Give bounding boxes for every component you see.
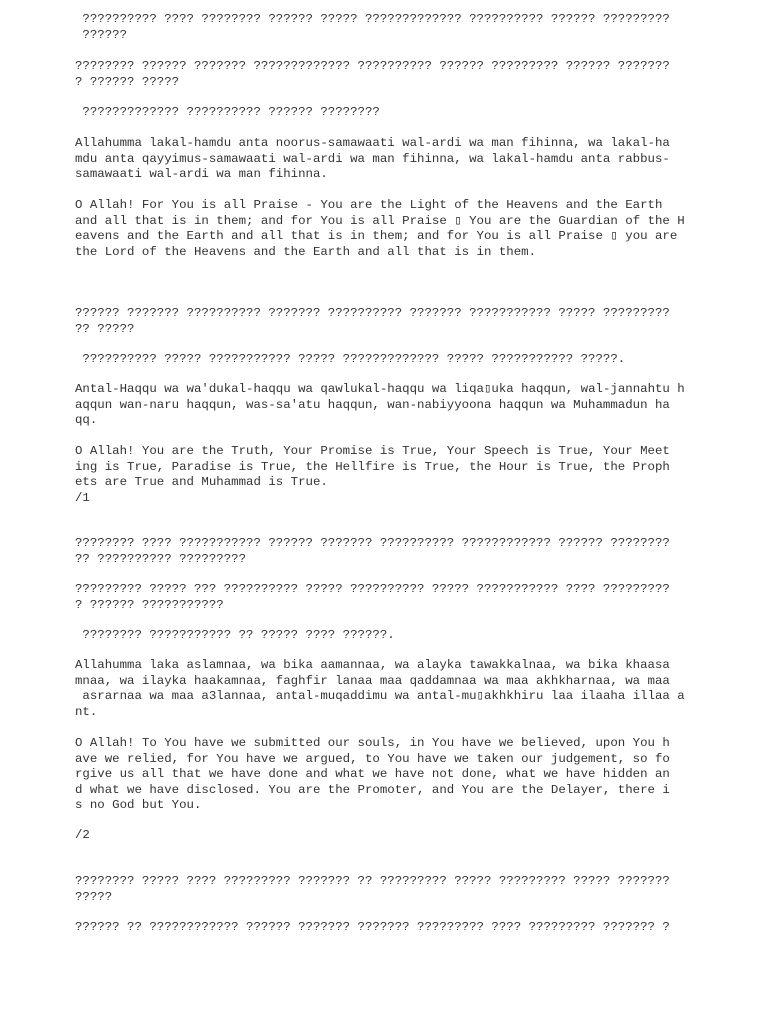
arabic-text-2: ????????????? ?????????? ?????? ????????: [75, 105, 380, 119]
transliteration-2: Antal-Haqqu wa wa'dukal-haqqu wa qawlukal-haqqu wa liqa▯uka haqqun, wal-jannahtu h aqqun wan-naru haqqun, was-sa'atu haqqun, wan-nabiyyoona haqqun wa Muhammadun ha qq.: [75, 382, 685, 428]
translation-2: O Allah! You are the Truth, Your Promise is True, Your Speech is True, Your Meet ing is True, Paradise is True, the Hellfire is True, the Hour is True, the Proph ets are True and Muhammad is True. /1: [75, 444, 670, 505]
translation-1: O Allah! For You is all Praise - You are the Light of the Heavens and the Earth and all that is in them; and for You is all Praise ▯ You are the Guardian of the H eavens and the Earth and all that is in them; and for You is all Praise ▯ you are the Lord of the Heavens and the Earth and all that is in them.: [75, 198, 685, 259]
section-number: /2: [75, 828, 90, 842]
arabic-text-5: ???????? ??????????? ?? ????? ???? ??????.: [75, 628, 395, 642]
arabic-text-3: ?????????? ????? ??????????? ????? ????????????? ????? ??????????? ?????.: [75, 352, 626, 366]
arabic-heading-2: ?????? ??????? ?????????? ??????? ?????????? ??????? ??????????? ????? ????????? ?? ?????: [75, 306, 670, 336]
transliteration-1: Allahumma lakal-hamdu anta noorus-samawaati wal-ardi wa man fihinna, wa lakal-ha mdu anta qayyimus-samawaati wal-ardi wa man fihinna, wa lakal-hamdu anta rabbus- samawaati wal-ardi wa man fihinna.: [75, 136, 670, 182]
arabic-heading-4: ???????? ????? ???? ????????? ??????? ?? ????????? ????? ????????? ????? ??????? ?????: [75, 874, 670, 904]
arabic-text-4: ????????? ????? ??? ?????????? ????? ?????????? ????? ??????????? ???? ????????? ? ?????? ???????????: [75, 582, 670, 612]
arabic-text-6: ?????? ?? ???????????? ?????? ??????? ??????? ????????? ???? ????????? ??????? ?: [75, 920, 670, 934]
translation-3: O Allah! To You have we submitted our souls, in You have we believed, upon You h ave we relied, for You have we argued, to You have we taken our judgement, so fo rgive us all that we have done and what we have not done, what we have hidden an d what we have disclosed. You are the Promoter, and You are the Delayer, there i s no God but You.: [75, 736, 670, 813]
arabic-text-1: ???????? ?????? ??????? ????????????? ?????????? ?????? ????????? ?????? ??????? ? ?????? ?????: [75, 59, 670, 89]
arabic-heading-3: ???????? ???? ??????????? ?????? ??????? ?????????? ???????????? ?????? ???????? ?? ?????????? ?????????: [75, 536, 670, 566]
arabic-heading-1: ?????????? ???? ???????? ?????? ????? ????????????? ?????????? ?????? ????????? ??????: [82, 12, 670, 42]
transliteration-3: Allahumma laka aslamnaa, wa bika aamannaa, wa alayka tawakkalnaa, wa bika khaasa mnaa, wa ilayka haakamnaa, faghfir lanaa maa qaddamnaa wa maa akhkharnaa, wa maa asrarnaa wa maa a3lannaa, antal-muqaddimu wa antal-mu▯akhkhiru laa ilaaha illaa a nt.: [75, 658, 685, 719]
